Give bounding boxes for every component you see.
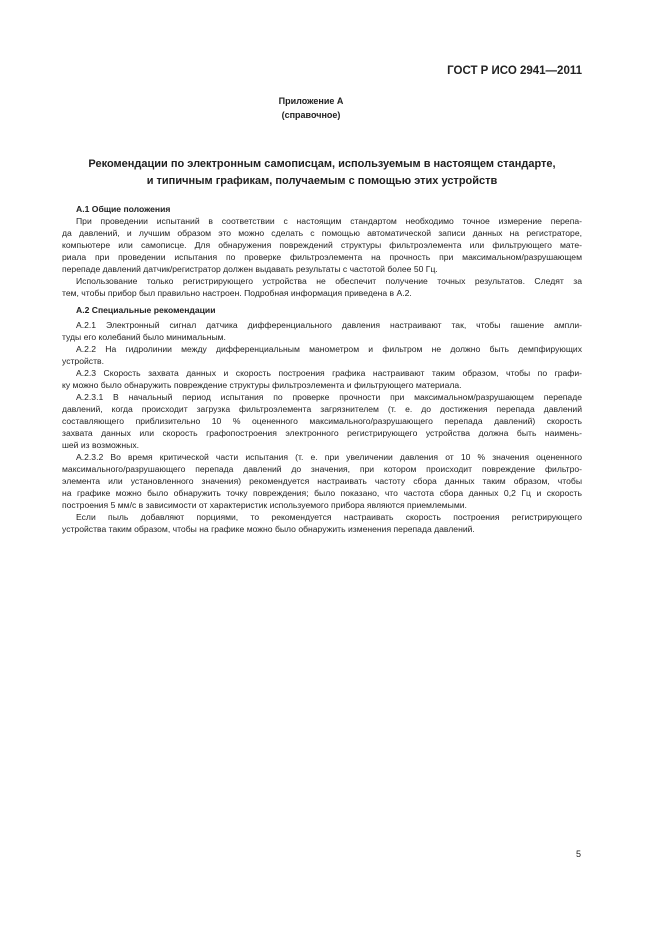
text-line: элемента или установленного значения) рекомендуется настраивать частоту сбора данных таким образом, чтобы bbox=[62, 476, 582, 486]
text-line: устройств. bbox=[62, 356, 104, 366]
text-line: Если пыль добавляют порциями, то рекомендуется настраивать скорость построения регистрирующего bbox=[76, 512, 582, 522]
text-line: А.2.3 Скорость захвата данных и скорость построения графика настраивают таким образом, чтобы по графи- bbox=[76, 368, 582, 378]
text-line: построения 5 мм/с в зависимости от характеристик используемого прибора являются приемлемыми. bbox=[62, 500, 467, 510]
text-line: устройства таким образом, чтобы на графике можно было обнаружить изменения перепада давлений. bbox=[62, 524, 475, 534]
title-line: Рекомендации по электронным самописцам, используемым в настоящем стандарте, bbox=[88, 158, 556, 170]
annex-heading bbox=[0, 94, 622, 122]
text-line: захвата данных или скорость графопостроения электронного регистрирующего устройства должна быть наимень- bbox=[62, 428, 582, 438]
text-line: А.2.1 Электронный сигнал датчика дифференциального давления настраивают так, чтобы гашение ампли- bbox=[76, 320, 582, 330]
section-heading: А.2 Специальные рекомендации bbox=[76, 305, 216, 315]
text-line: да давлений, и лучшим образом это можно сделать с помощью автоматической записи данных на регистраторе, bbox=[62, 228, 582, 238]
page-number: 5 bbox=[576, 849, 582, 859]
title-line: и типичным графикам, получаемым с помощью этих устройств bbox=[146, 175, 498, 187]
text-line: Использование только регистрирующего устройства не обеспечит получение точных результатов. Следят за bbox=[76, 276, 582, 286]
paragraph bbox=[62, 367, 582, 391]
text-line: А.2.3.1 В начальный период испытания по проверке прочности при максимальном/разрушающем перепаде bbox=[76, 392, 582, 402]
paragraph bbox=[62, 319, 582, 343]
section-heading: А.1 Общие положения bbox=[76, 204, 171, 214]
text-line: туды его колебаний было минимальным. bbox=[62, 332, 226, 342]
text-line: максимального/разрушающего перепада давлений до значения, при котором происходит повреждение фильтро- bbox=[62, 464, 582, 474]
annex-title bbox=[62, 156, 582, 190]
standard-number: ГОСТ Р ИСО 2941—2011 bbox=[447, 65, 582, 77]
text-line: давлений, когда происходит загрузка фильтроэлемента загрязнителем (т. е. до достижения перепада давлений bbox=[62, 404, 582, 414]
text-line: шей из возможных. bbox=[62, 440, 140, 450]
paragraph bbox=[62, 391, 582, 451]
document-body bbox=[62, 203, 582, 535]
paragraph bbox=[62, 451, 582, 511]
paragraph bbox=[62, 343, 582, 367]
text-line: При проведении испытаний в соответствии с настоящим стандартом необходимо точное измерение перепа- bbox=[76, 216, 582, 226]
text-line: составляющего приблизительно 10 % оцененного максимального/разрушающего перепада давлений) скорость bbox=[62, 416, 582, 426]
paragraph bbox=[62, 275, 582, 299]
text-line: перепаде давлений датчик/регистратор должен выдавать результаты с частотой более 50 Гц. bbox=[62, 264, 438, 274]
text-line: А.2.2 На гидролинии между дифференциальным манометром и фильтром не должно быть демпфирующих bbox=[76, 344, 582, 354]
text-line: тем, чтобы прибор был правильно настроен. Подробная информация приведена в А.2. bbox=[62, 288, 412, 298]
text-line: на графике можно было обнаружить точку повреждения; было показано, что частота сбора данных 0,2 Гц и скорость bbox=[62, 488, 582, 498]
annex-label: Приложение А bbox=[278, 96, 344, 106]
text-line: А.2.3.2 Во время критической части испытания (т. е. при увеличении давления от 10 % значения оцененного bbox=[76, 452, 582, 462]
text-line: компьютере или самописце. Для обнаружения повреждений структуры фильтроэлемента или фильтрующего мате- bbox=[62, 240, 582, 250]
text-line: ку можно было обнаружить повреждение структуры фильтроэлемента и фильтрующего материала. bbox=[62, 380, 462, 390]
paragraph bbox=[62, 215, 582, 275]
paragraph bbox=[62, 511, 582, 535]
text-line: риала при проведении испытания по проверке фильтроэлемента на прочность при максимальном/разрушающем bbox=[62, 252, 582, 262]
annex-type: (справочное) bbox=[281, 110, 341, 120]
